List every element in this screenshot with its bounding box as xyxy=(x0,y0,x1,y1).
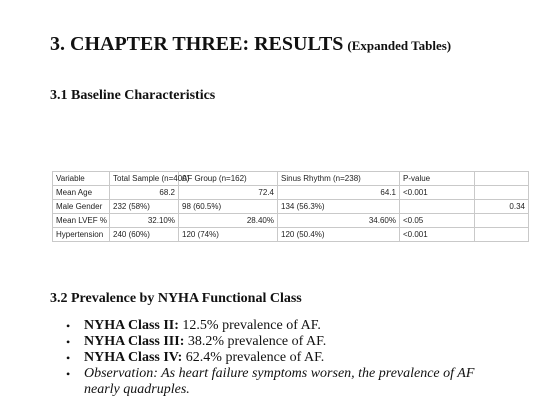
section-heading-prevalence: 3.2 Prevalence by NYHA Functional Class xyxy=(50,291,302,306)
table-cell xyxy=(400,200,475,214)
table-header-cell: P-value xyxy=(400,172,475,186)
table-row xyxy=(53,214,529,228)
table-header-cell: Sinus Rhythm (n=238) xyxy=(278,172,400,186)
table-cell: <0.05 xyxy=(400,214,475,228)
table-cell: 64.1 xyxy=(278,186,400,200)
table-cell: <0.001 xyxy=(400,186,475,200)
table-cell: Mean Age xyxy=(53,186,110,200)
table-cell: 232 (58%) xyxy=(110,200,179,214)
bullet-icon: • xyxy=(66,319,71,333)
table-cell: Hypertension xyxy=(53,228,110,242)
list-item xyxy=(66,366,506,398)
table-cell xyxy=(475,186,529,200)
list-item xyxy=(66,334,506,350)
table-row xyxy=(53,228,529,242)
table-cell: 134 (56.3%) xyxy=(278,200,400,214)
page-title xyxy=(50,34,520,56)
table-cell xyxy=(475,214,529,228)
table-header-cell xyxy=(475,172,529,186)
class-label: NYHA Class II: xyxy=(84,318,179,333)
table-cell: <0.001 xyxy=(400,228,475,242)
table-header-cell: AF Group (n=162) xyxy=(179,172,278,186)
class-text: 38.2% prevalence of AF. xyxy=(184,334,327,349)
table-cell: 98 (60.5%) xyxy=(179,200,278,214)
table-cell: 0.34 xyxy=(475,200,529,214)
table-cell: 72.4 xyxy=(179,186,278,200)
list-item xyxy=(66,350,506,366)
table-cell: Male Gender xyxy=(53,200,110,214)
table-cell: 68.2 xyxy=(110,186,179,200)
list-item xyxy=(66,318,506,334)
class-label: NYHA Class III: xyxy=(84,334,185,349)
class-text: 12.5% prevalence of AF. xyxy=(178,318,321,333)
baseline-table xyxy=(52,171,529,242)
observation-text: Observation: As heart failure symptoms worsen, the prevalence of AF nearly quadruples. xyxy=(84,366,475,397)
table-cell: 34.60% xyxy=(278,214,400,228)
table-header-row xyxy=(53,172,529,186)
class-label: NYHA Class IV: xyxy=(84,350,183,365)
table-header-cell: Total Sample (n=400) xyxy=(110,172,179,186)
table-cell: 120 (50.4%) xyxy=(278,228,400,242)
table-cell: 240 (60%) xyxy=(110,228,179,242)
bullet-icon: • xyxy=(66,367,71,381)
bullet-icon: • xyxy=(66,351,71,365)
table-header-cell: Variable xyxy=(53,172,110,186)
table-row xyxy=(53,200,529,214)
class-text: 62.4% prevalence of AF. xyxy=(182,350,325,365)
bullet-icon: • xyxy=(66,335,71,349)
prevalence-list xyxy=(66,318,506,398)
chapter-subtitle: (Expanded Tables) xyxy=(347,38,452,53)
table-cell xyxy=(475,228,529,242)
table-row xyxy=(53,186,529,200)
table-cell: 28.40% xyxy=(179,214,278,228)
table-cell: Mean LVEF % xyxy=(53,214,110,228)
table-cell: 120 (74%) xyxy=(179,228,278,242)
table-cell: 32.10% xyxy=(110,214,179,228)
section-heading-baseline: 3.1 Baseline Characteristics xyxy=(50,88,216,103)
chapter-title: 3. CHAPTER THREE: RESULTS xyxy=(50,33,344,55)
